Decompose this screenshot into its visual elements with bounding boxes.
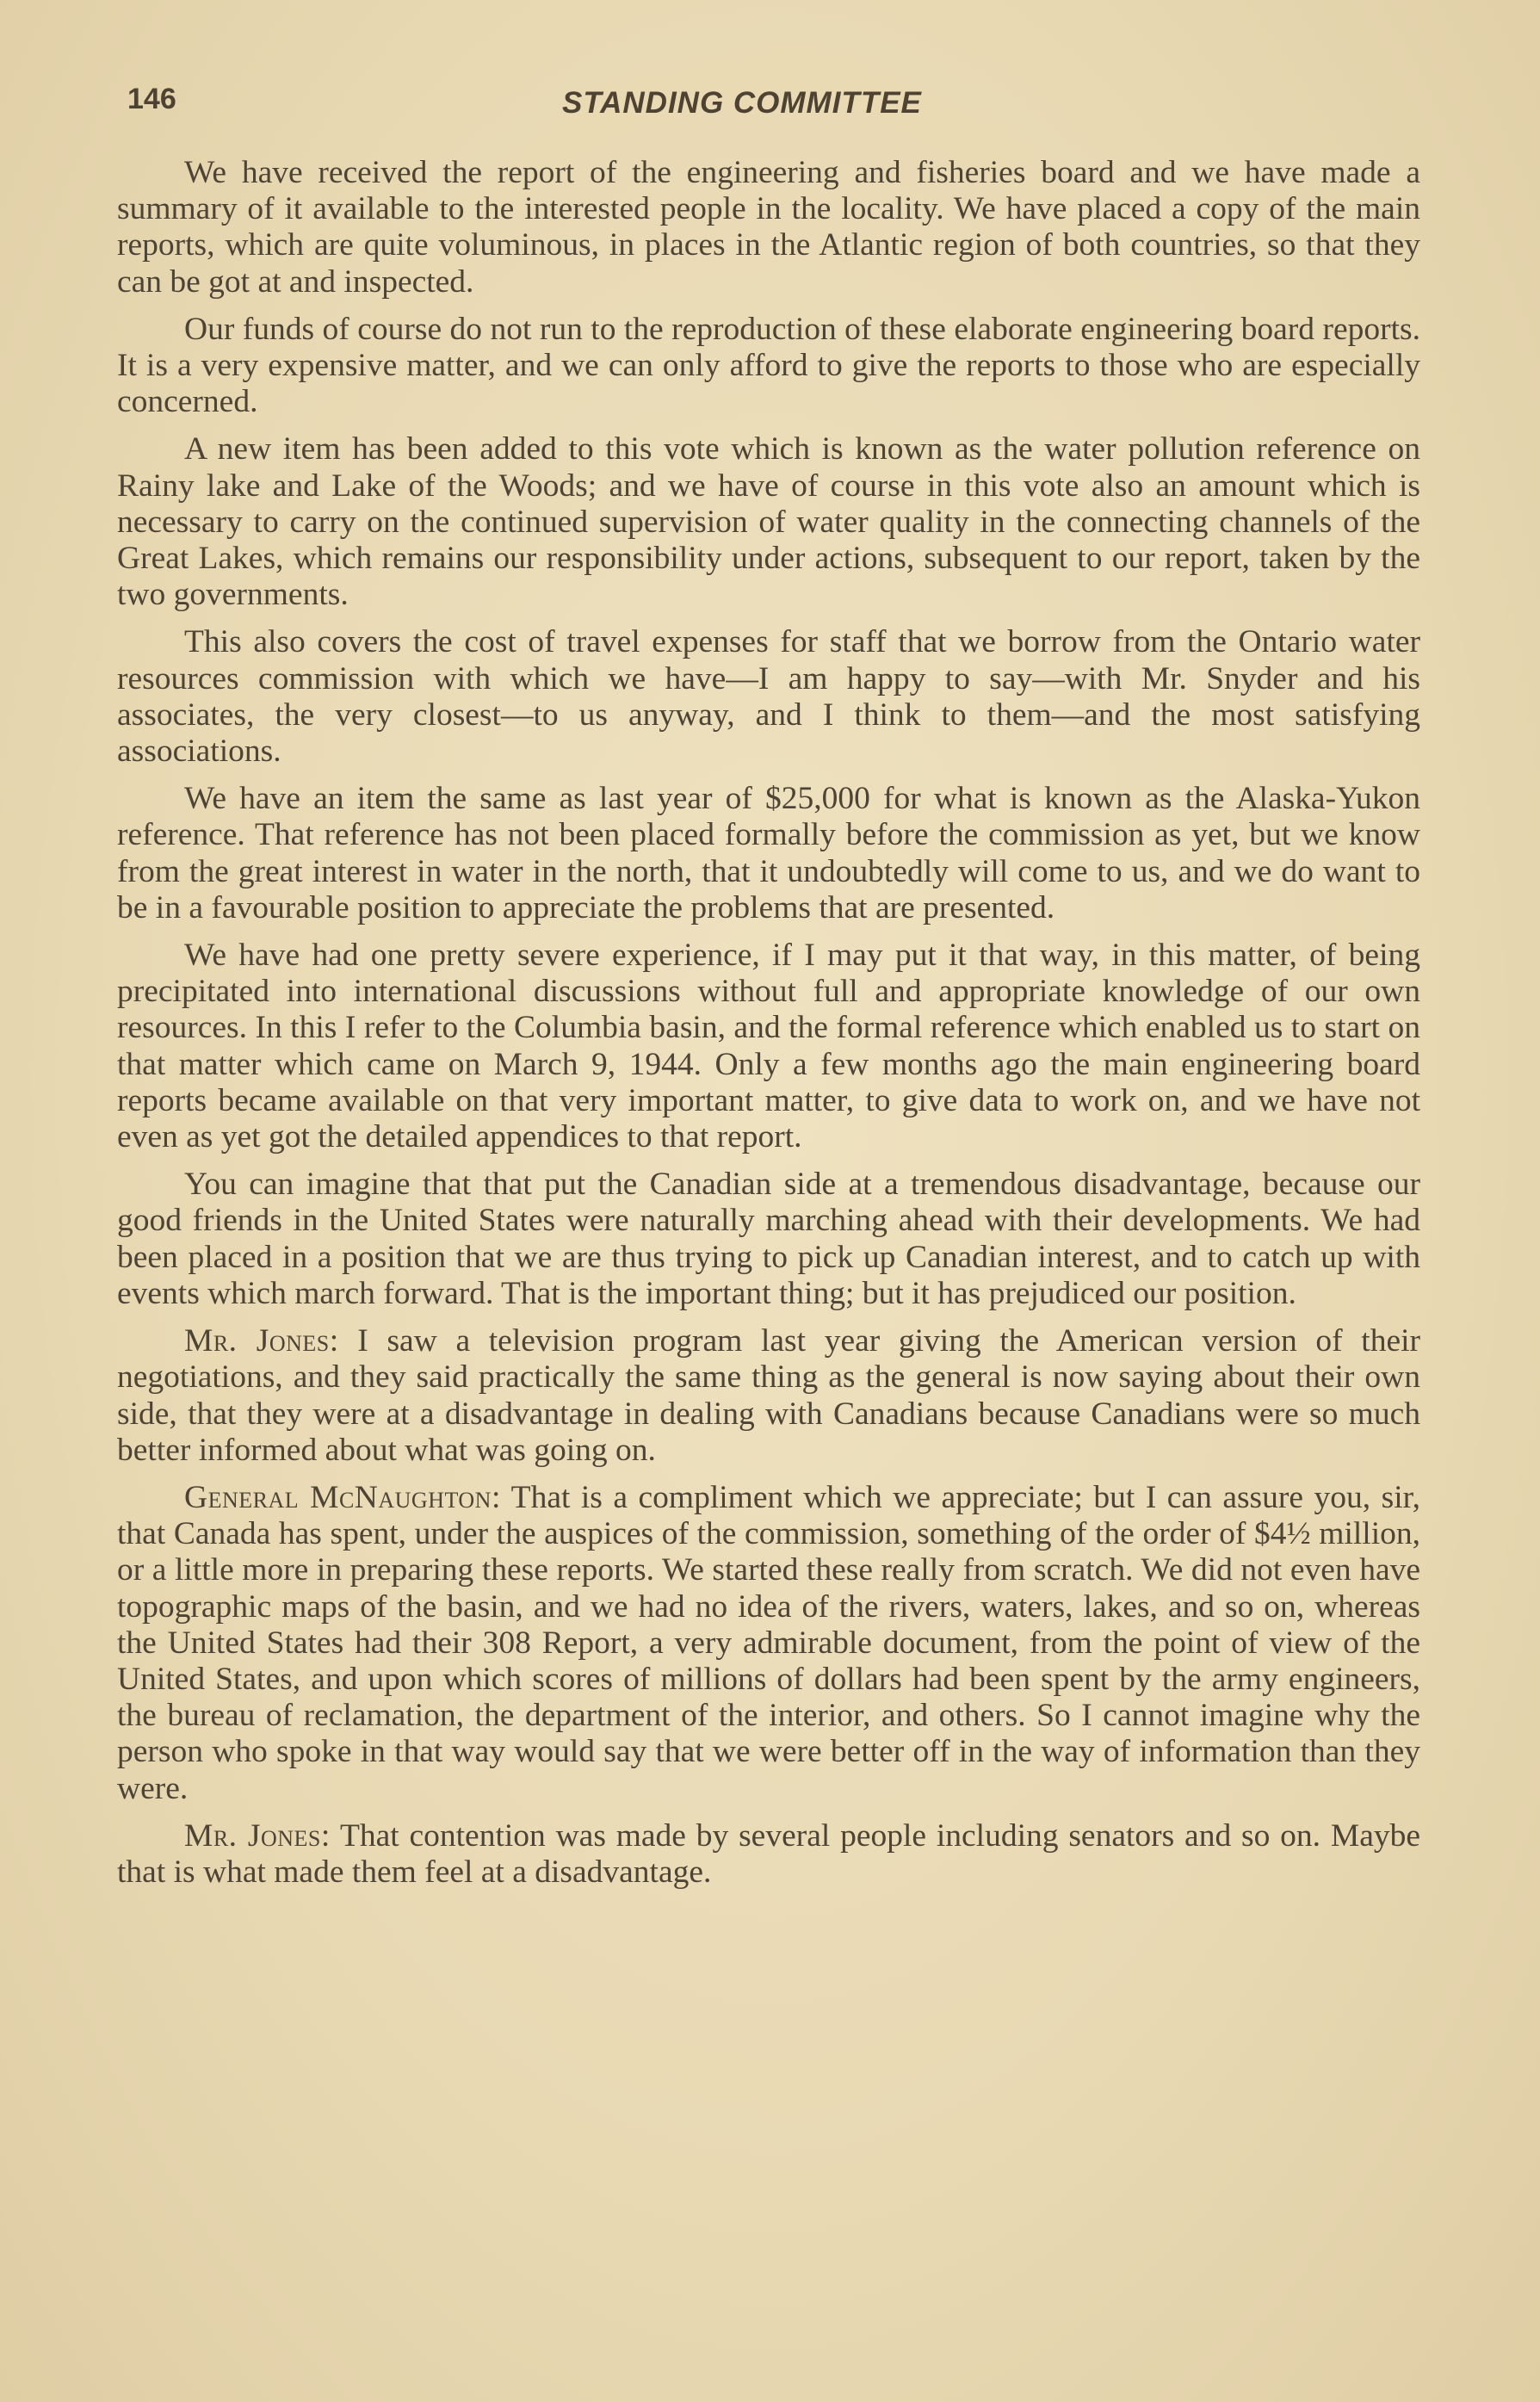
body-text — [117, 155, 1420, 1902]
paragraph — [117, 155, 1420, 300]
paragraph-text: I saw a television program last year giving the American version of their negotiations, and they said practically the same thing as the general is now saying about their own side, that they were at a disadvantage in dealing with Canadians because Canadians were so much better informed about what was going on. — [117, 1323, 1421, 1468]
running-head: STANDING COMMITTEE — [562, 86, 922, 120]
paragraph-text: Our funds of course do not run to the reproduction of these elaborate engineering board reports. It is a very expensive matter, and we can only afford to give the reports to those who are especially concerned. — [117, 311, 1420, 420]
paragraph-text: This also covers the cost of travel expenses for staff that we borrow from the Ontario water resources commission with which we have—I am happy to say—with Mr. Snyder and his associates, the very closest—to us anyway, and I think to them—and the most satisfying associations. — [117, 624, 1420, 770]
paragraph — [117, 1480, 1420, 1807]
paragraph-text: A new item has been added to this vote which is known as the water pollution reference on Rainy lake and Lake of the Woods; and we have of course in this vote also an amount which is necessary to carry on the continued supervision of water quality in the connecting channels of the Great Lakes, which remains our responsibility under actions, subsequent to our report, taken by the two governments. — [117, 431, 1420, 613]
speaker-name: Mr. Jones: — [184, 1323, 339, 1359]
paragraph — [117, 1818, 1420, 1891]
page-number: 146 — [127, 83, 176, 115]
speaker-name: Mr. Jones: — [184, 1817, 331, 1854]
paragraph-text: We have had one pretty severe experience, if I may put it that way, in this matter, of being precipitated into international discussions without full and appropriate knowledge of our own resources. In this I refer to the Columbia basin, and the formal reference which enabled us to start on that matter which came on March 9, 1944. Only a few months ago the main engineering board reports became available on that very important matter, to give data to work on, and we have not even as yet got the detailed appendices to that report. — [117, 938, 1420, 1155]
paragraph-text: That contention was made by several people including senators and so on. Maybe that is what made them feel at a disadvantage. — [117, 1817, 1421, 1890]
page-header — [119, 83, 1410, 134]
speaker-name: General McNaughton: — [184, 1479, 501, 1515]
paragraph — [117, 431, 1420, 613]
paragraph — [117, 938, 1420, 1155]
paragraph-text: We have an item the same as last year of $25,000 for what is known as the Alaska-Yukon reference. That reference has not been placed formally before the commission as yet, but we know from the great interest in water in the north, that it undoubtedly will come to us, and we do want to be in a favourable position to appreciate the problems that are presented. — [117, 781, 1420, 926]
paragraph-text: We have received the report of the engineering and fisheries board and we have made a summary of it available to the interested people in the locality. We have placed a copy of the main reports, which are quite voluminous, in places in the Atlantic region of both countries, so that they can be got at and inspected. — [117, 155, 1420, 300]
paragraph — [117, 1167, 1420, 1312]
paragraph — [117, 624, 1420, 770]
paragraph — [117, 781, 1420, 926]
paragraph-text: That is a compliment which we appreciate; but I can assure you, sir, that Canada has spent, under the auspices of the commission, something of the order of $4½ million, or a little more in preparing these reports. We started these really from scratch. We did not even have topographic maps of the basin, and we had no idea of the rivers, waters, lakes, and so on, whereas the United States had their 308 Report, a very admirable document, from the point of view of the United States, and upon which scores of millions of dollars had been spent by the army engineers, the bureau of reclamation, the department of the interior, and others. So I cannot imagine why the person who spoke in that way would say that we were better off in the way of information than they were. — [117, 1479, 1420, 1806]
paragraph — [117, 1323, 1420, 1469]
paragraph — [117, 312, 1420, 421]
paragraph-text: You can imagine that that put the Canadian side at a tremendous disadvantage, because our good friends in the United States were naturally marching ahead with their developments. We had been placed in a position that we are thus trying to pick up Canadian interest, and to catch up with events which march forward. That is the important thing; but it has prejudiced our position. — [117, 1167, 1420, 1311]
